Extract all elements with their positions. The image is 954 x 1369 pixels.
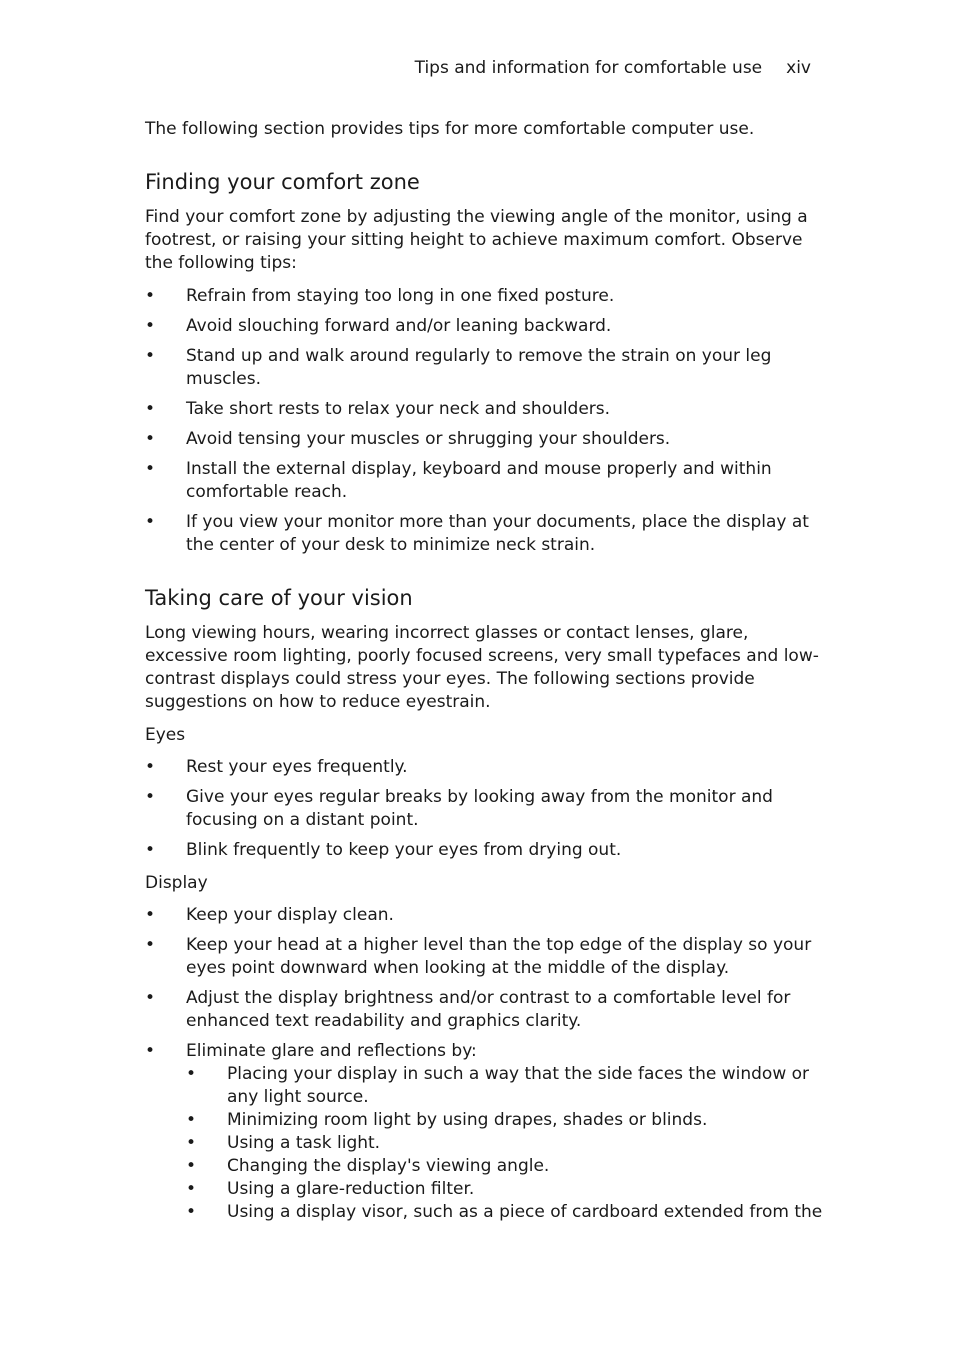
section-heading-vision: Taking care of your vision bbox=[145, 586, 413, 610]
comfort-zone-tips-list bbox=[145, 285, 830, 557]
bullet-icon: • bbox=[145, 905, 156, 925]
sub-list-item bbox=[186, 1155, 830, 1178]
sub-list-item bbox=[186, 1178, 830, 1201]
sub-list-item-text: Changing the display's viewing angle. bbox=[227, 1156, 550, 1176]
list-item bbox=[145, 756, 830, 779]
bullet-icon: • bbox=[145, 1041, 156, 1061]
section-comfort-zone bbox=[145, 168, 830, 557]
list-item bbox=[145, 839, 830, 862]
bullet-icon: • bbox=[145, 459, 156, 479]
bullet-icon: • bbox=[145, 512, 156, 532]
list-item-text: Keep your display clean. bbox=[186, 905, 394, 925]
page-content bbox=[145, 118, 830, 1231]
bullet-icon: • bbox=[186, 1202, 197, 1222]
list-item-text: Stand up and walk around regularly to remove the strain on your leg muscles. bbox=[186, 346, 772, 389]
section-spacer bbox=[145, 564, 830, 584]
list-item bbox=[145, 285, 830, 308]
bullet-icon: • bbox=[145, 935, 156, 955]
list-item-text: Avoid slouching forward and/or leaning backward. bbox=[186, 316, 612, 336]
sub-list-item-text: Using a display visor, such as a piece of cardboard extended from the bbox=[227, 1202, 823, 1222]
list-item bbox=[145, 786, 830, 832]
sub-list-item-text: Using a task light. bbox=[227, 1133, 381, 1153]
list-item-text: Rest your eyes frequently. bbox=[186, 757, 408, 777]
eyes-tips-list bbox=[145, 756, 830, 862]
display-tips-list bbox=[145, 904, 830, 1224]
sub-list-item bbox=[186, 1201, 830, 1224]
bullet-icon: • bbox=[145, 988, 156, 1008]
list-item-text: Adjust the display brightness and/or contrast to a comfortable level for enhanced text readability and graphics clarity. bbox=[186, 988, 791, 1031]
list-item-text: Keep your head at a higher level than the top edge of the display so your eyes point downward when looking at the middle of the display. bbox=[186, 935, 812, 978]
bullet-icon: • bbox=[145, 346, 156, 366]
list-item-text: Take short rests to relax your neck and shoulders. bbox=[186, 399, 611, 419]
list-item bbox=[145, 458, 830, 504]
running-header-title: Tips and information for comfortable use bbox=[414, 58, 763, 78]
sub-list-item bbox=[186, 1132, 830, 1155]
list-item-text: Give your eyes regular breaks by looking away from the monitor and focusing on a distant point. bbox=[186, 787, 773, 830]
list-item-text: Eliminate glare and reflections by: bbox=[186, 1041, 477, 1061]
list-item bbox=[145, 398, 830, 421]
bullet-icon: • bbox=[186, 1133, 197, 1153]
bullet-icon: • bbox=[145, 757, 156, 777]
list-item-text: If you view your monitor more than your documents, place the display at the center of your desk to minimize neck strain. bbox=[186, 512, 809, 555]
sub-list-item-text: Using a glare-reduction filter. bbox=[227, 1179, 475, 1199]
sub-list-item bbox=[186, 1063, 830, 1109]
section-heading-comfort-zone: Finding your comfort zone bbox=[145, 170, 420, 194]
subheading-display: Display bbox=[145, 873, 208, 893]
running-header bbox=[145, 57, 811, 79]
list-item-text: Blink frequently to keep your eyes from drying out. bbox=[186, 840, 622, 860]
list-item bbox=[145, 428, 830, 451]
glare-sub-list bbox=[186, 1063, 830, 1224]
bullet-icon: • bbox=[186, 1064, 197, 1084]
list-item bbox=[145, 315, 830, 338]
sub-list-item-text: Placing your display in such a way that the side faces the window or any light source. bbox=[227, 1064, 810, 1107]
section-vision bbox=[145, 584, 830, 1224]
bullet-icon: • bbox=[145, 787, 156, 807]
bullet-icon: • bbox=[186, 1179, 197, 1199]
list-item bbox=[145, 511, 830, 557]
bullet-icon: • bbox=[145, 316, 156, 336]
sub-list-item-text: Minimizing room light by using drapes, shades or blinds. bbox=[227, 1110, 708, 1130]
comfort-zone-paragraph: Find your comfort zone by adjusting the viewing angle of the monitor, using a footrest, or raising your sitting height to achieve maximum comfort. Observe the following tips: bbox=[145, 207, 808, 273]
bullet-icon: • bbox=[145, 840, 156, 860]
list-item bbox=[145, 1040, 830, 1224]
vision-paragraph: Long viewing hours, wearing incorrect glasses or contact lenses, glare, excessive room lighting, poorly focused screens, very small typefaces and low-contrast displays could stress your eyes. The following sections provide suggestions on how to reduce eyestrain. bbox=[145, 623, 819, 712]
list-item bbox=[145, 934, 830, 980]
bullet-icon: • bbox=[186, 1110, 197, 1130]
list-item bbox=[145, 345, 830, 391]
list-item-text: Install the external display, keyboard and mouse properly and within comfortable reach. bbox=[186, 459, 772, 502]
sub-list-item bbox=[186, 1109, 830, 1132]
bullet-icon: • bbox=[145, 429, 156, 449]
bullet-icon: • bbox=[145, 399, 156, 419]
bullet-icon: • bbox=[145, 286, 156, 306]
list-item-text: Avoid tensing your muscles or shrugging your shoulders. bbox=[186, 429, 671, 449]
list-item bbox=[145, 987, 830, 1033]
subheading-eyes: Eyes bbox=[145, 725, 186, 745]
page-number: xiv bbox=[786, 58, 811, 78]
bullet-icon: • bbox=[186, 1156, 197, 1176]
list-item bbox=[145, 904, 830, 927]
intro-paragraph: The following section provides tips for more comfortable computer use. bbox=[145, 119, 755, 139]
list-item-text: Refrain from staying too long in one fixed posture. bbox=[186, 286, 615, 306]
